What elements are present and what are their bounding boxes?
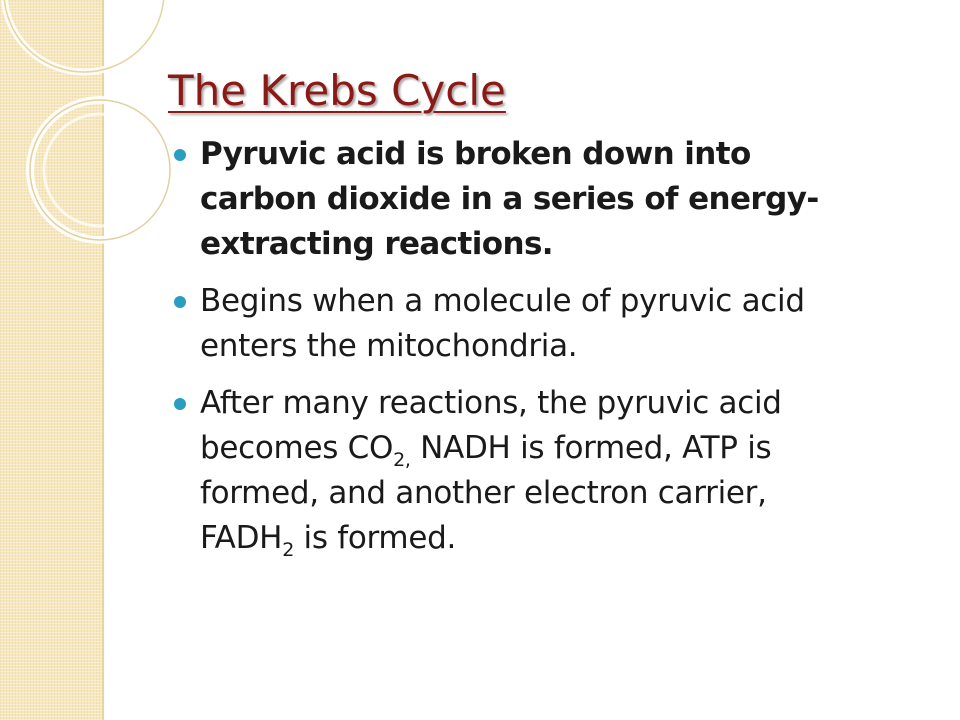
slide-title: The Krebs Cycle: [168, 66, 506, 115]
bullet-item: [174, 381, 934, 561]
formula-text: FADH: [200, 520, 283, 556]
bullet-dot-icon: [174, 149, 186, 161]
subscript: 2: [282, 539, 294, 561]
bullet-dot-icon: [174, 296, 186, 308]
bullet-text-line: formed, and another electron carrier,: [200, 475, 767, 511]
bullet-text-line: carbon dioxide in a series of energy-: [200, 181, 819, 217]
bullet-item: [174, 279, 934, 369]
decorative-side-band: [0, 0, 104, 720]
bullet-text-line: Pyruvic acid is broken down into: [200, 136, 751, 172]
bullet-text-line: [200, 426, 934, 471]
bullet-dot-icon: [174, 398, 186, 410]
bullet-text-line: After many reactions, the pyruvic acid: [200, 385, 782, 421]
bullet-text-line: enters the mitochondria.: [200, 328, 578, 364]
formula-text: becomes CO: [200, 430, 394, 466]
bullet-list: [174, 132, 934, 561]
bullet-text-line: extracting reactions.: [200, 226, 553, 262]
bullet-text-line: [200, 516, 934, 561]
bullet-text-fragment: is formed.: [293, 520, 457, 556]
bullet-item: [174, 132, 934, 267]
bullet-text-line: Begins when a molecule of pyruvic acid: [200, 283, 805, 319]
subscript: 2,: [393, 449, 411, 471]
bullet-text-fragment: NADH is formed, ATP is: [410, 430, 772, 466]
